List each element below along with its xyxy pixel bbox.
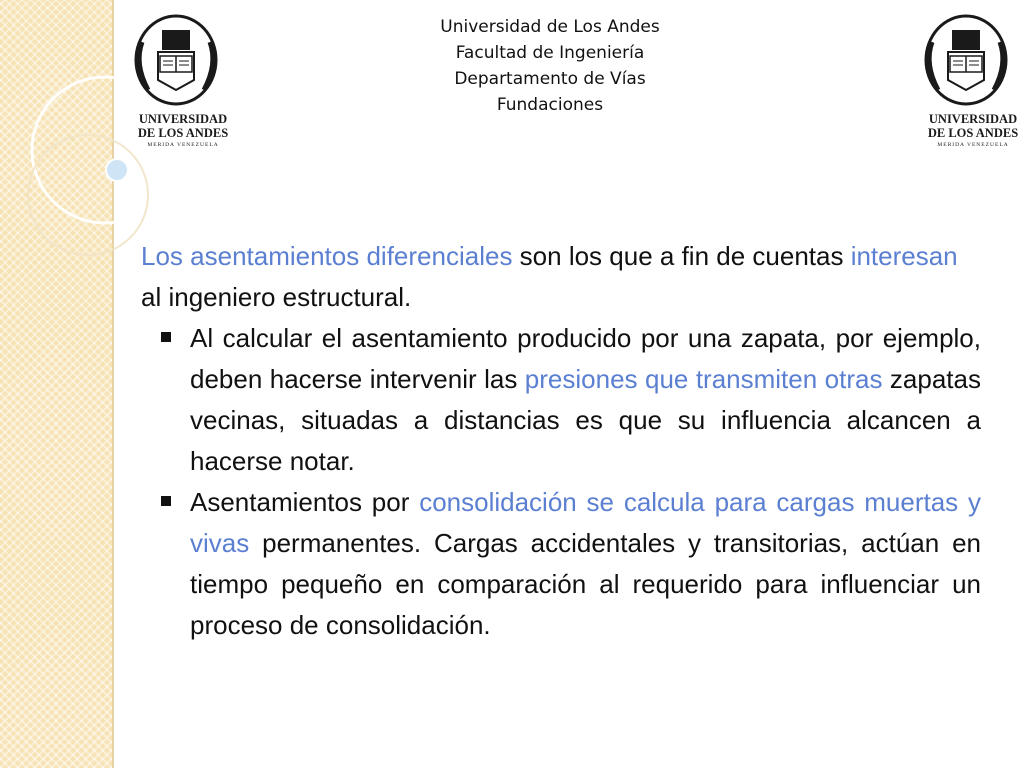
- body-text: son los que a fin de cuentas: [512, 241, 851, 271]
- university-logo-right: [918, 12, 1024, 148]
- header-department: Departamento de Vías: [454, 69, 646, 89]
- slide-header: [380, 14, 720, 118]
- bullet-list: [141, 318, 981, 646]
- logo-line-1: UNIVERSIDAD: [928, 112, 1018, 126]
- bullet-item: [190, 482, 981, 646]
- body-text: Asentamientos por: [190, 487, 420, 517]
- slide-body: [141, 236, 981, 646]
- square-bullet-icon: [161, 332, 171, 342]
- header-course: Fundaciones: [496, 95, 604, 115]
- square-bullet-icon: [161, 496, 171, 506]
- highlight-text: interesan: [850, 241, 958, 271]
- logo-line-3: MERIDA VENEZUELA: [147, 142, 219, 148]
- logo-line-2: DE LOS ANDES: [927, 126, 1019, 140]
- header-university: Universidad de Los Andes: [440, 17, 660, 37]
- body-text: zapatas vecinas, situadas a distancias es que su influencia alcancen a hacerse notar.: [190, 364, 981, 476]
- highlight-text: consolidación se calcula para cargas muertas y vivas: [190, 487, 981, 558]
- body-text: Al calcular el asentamiento producido por una zapata, por ejemplo, deben hacerse intervenir las: [190, 323, 981, 394]
- body-text: permanentes. Cargas accidentales y transitorias, actúan en tiempo pequeño en comparación al requerido para influenciar un proceso de consolidación.: [190, 528, 981, 640]
- body-text: al ingeniero estructural.: [141, 282, 412, 312]
- highlight-text: Los asentamientos diferenciales: [141, 241, 513, 271]
- highlight-text: presiones que transmiten otras: [524, 364, 883, 394]
- logo-line-1: UNIVERSIDAD: [138, 112, 228, 126]
- logo-line-2: DE LOS ANDES: [137, 126, 229, 140]
- university-logo-left: [128, 12, 238, 148]
- decorative-dot-icon: [106, 159, 128, 181]
- intro-paragraph: [141, 236, 981, 318]
- bullet-item: [190, 318, 981, 482]
- header-faculty: Facultad de Ingeniería: [455, 43, 645, 63]
- logo-line-3: MERIDA VENEZUELA: [937, 142, 1009, 148]
